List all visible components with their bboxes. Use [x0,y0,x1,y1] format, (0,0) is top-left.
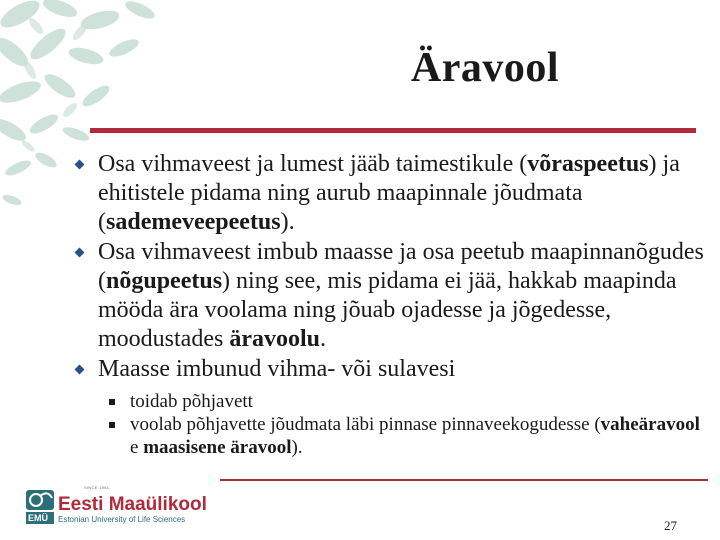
logo-mark-text: EMÜ [28,513,48,523]
bullet-item [76,150,706,237]
page-number: 27 [664,518,677,533]
sub-bullet-item [76,390,706,413]
text-run: toidab põhjavett [130,391,253,412]
slide-title: Äravool [410,45,560,91]
text-run: . [320,326,326,352]
bullet-item [76,238,706,354]
logo-subtitle: Estonian University of Life Sciences [58,515,186,524]
text-run: e [130,437,144,458]
bold-term: äravoolu [229,326,320,352]
text-run: Osa vihmaveest imbub maasse ja osa peetub maapinnanõgudes ( [98,239,704,294]
logo-tagline: SINCE 1951 [84,485,110,490]
text-run: ) ning see, mis pidama ei jää, hakkab maapinda mööda ära voolama ning jõuab ojadesse ja jõgedesse, moodustades [98,268,677,352]
sub-bullet-item [76,413,706,459]
footer-divider [220,479,708,481]
text-run: Maasse imbunud vihma- või sulavesi [98,356,456,382]
diamond-bullet-icon [75,160,85,170]
bullet-item [76,355,706,384]
bold-term: sademeveepeetus [106,209,281,235]
title-divider [90,128,696,133]
logo-name: Eesti Maaülikool [58,494,207,515]
square-bullet-icon [109,422,115,428]
diamond-bullet-icon [75,365,85,375]
text-run: ) ja ehitistele pidama ning aurub maapinnale jõudmata ( [98,151,680,235]
text-run: ). [280,209,295,235]
bold-term: võraspeetus [527,151,649,177]
bold-term: nõgupeetus [106,268,223,294]
sub-bullet-list [76,390,706,459]
text-run: voolab põhjavette jõudmata läbi pinnase pinnaveekogudesse ( [130,414,601,435]
bold-term: vaheäravool [600,414,700,435]
bullet-list [76,150,706,459]
bold-term: maasisene äravool [143,437,292,458]
text-run: ). [291,437,303,458]
text-run: Osa vihmaveest ja lumest jääb taimestikule ( [98,151,528,177]
square-bullet-icon [109,399,115,405]
diamond-bullet-icon [75,248,85,258]
